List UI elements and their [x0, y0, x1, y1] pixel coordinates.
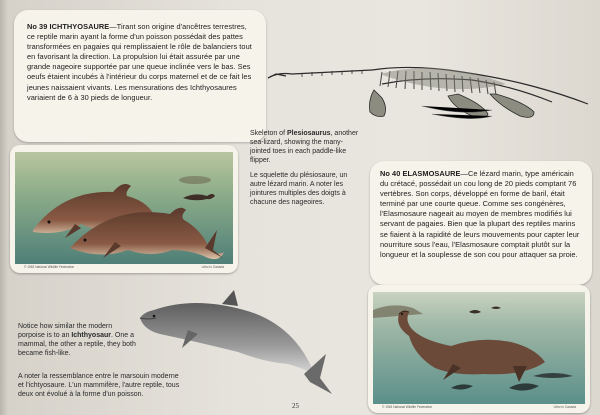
porpoise-caption-french: A noter la ressemblance entre le marsouin moderne et l'ichtyosaure. L'un mammifère, l'autre reptile, tous deux ont évolué à la forme d'un poisson. — [18, 373, 180, 398]
plesiosaurus-caption-french: Le squelette du plésiosaure, un autre lézard marin. A noter les jointures multiples des doigts à chacune des nageoires. — [250, 172, 348, 206]
credit-right: Litho in Canada — [553, 405, 576, 409]
credit-right: Litho in Canada — [201, 265, 224, 269]
page-number: 25 — [292, 402, 299, 410]
plesiosaurus-caption-en-post: , another sea-lizard, showing the many-jointed toes in each paddle-like flipper. — [250, 130, 359, 164]
card-39-ichthyosaure-text — [14, 10, 266, 142]
plesiosaurus-caption-en-bold: Plesiosaurus — [286, 130, 331, 137]
plesiosaurus-skeleton-drawing — [262, 44, 594, 136]
plesiosaurus-caption-english — [250, 130, 360, 166]
credit-left: © 1963 National Wildlife Federation — [24, 265, 75, 269]
porpoise-caption-en-bold: Ichthyosaur — [71, 331, 111, 339]
card-40-illustration — [368, 285, 590, 413]
card-40-elasmosaure-text — [370, 161, 592, 285]
porpoise-caption-english — [18, 323, 140, 359]
card-39-illustration — [10, 145, 238, 273]
card-39-heading: No 39 ICHTHYOSAURE — [27, 22, 110, 31]
plesiosaurus-caption-en-pre: Skeleton of — [250, 130, 287, 137]
ichthyosaur-painting — [15, 152, 233, 264]
card-39-body: —Tirant son origine d'ancêtres terrestres, ce reptile marin ayant la forme d'un poisson possédait des pattes transformées en pagaies qui remplissaient le rôle de balanciers tout en favorisant la direction. La propulsion lui était assurée par une grande nageoire supportée par une queue inclinée vers le bas. Ses oeufs étaient incubés à l'intérieur du corps maternel et de ce fait les jeunes naissaient vivants. Les mensurations des Ichthyosaures variaient de 6 à 30 pieds de longueur. — [27, 22, 252, 102]
porpoise-caption-en-pre: Notice how similar the modern porpoise is to an — [18, 323, 113, 339]
elasmosaurus-painting — [373, 292, 585, 404]
porpoise-caption-en-post: . One a mammal, the other a reptile, they both became fish-like. — [18, 331, 136, 357]
card-40-body: —Ce lézard marin, type américain du crétacé, possédait un cou long de 20 pieds comptant 76 vertèbres. Son corps, développé en forme de baril, était terminé par une courte queue. Comme ses congénères, l'Elasmosaure nageait au moyen de membres modifiés lui servant de pagaies. Bien que la plupart des reptiles marins se fiaient à la rapidité de leurs mouvements pour capter leur nourriture sous l'eau, l'Elasmosaure comptait plutôt sur la longueur et la souplesse de son cou pour attaquer sa proie. — [380, 169, 580, 259]
card-40-heading: No 40 ELASMOSAURE — [380, 169, 461, 178]
credit-left: © 1963 National Wildlife Federation — [382, 405, 433, 409]
